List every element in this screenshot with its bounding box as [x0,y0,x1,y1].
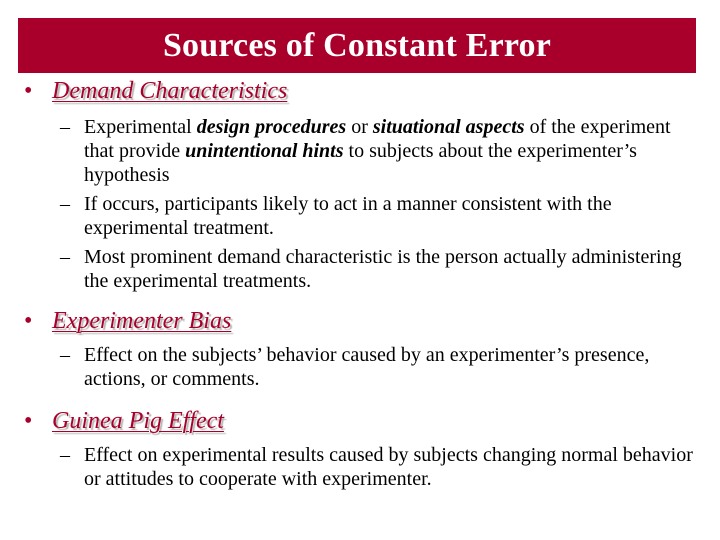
section-experimenter-bias [24,308,704,391]
title-bar [18,18,696,73]
sub-bullet-text: Effect on experimental results caused by subjects changing normal behavior or attitudes to cooperate with experimenter. [84,444,693,490]
dash-icon: – [60,344,70,366]
emphasis-text: design procedures [196,116,347,138]
sub-bullet [60,192,704,240]
text-span: or [346,116,373,138]
section-heading: Demand Characteristics [52,78,288,104]
dash-icon: – [60,246,70,268]
emphasis-text: situational aspects [372,116,525,138]
bullet-row [24,408,704,435]
sub-bullet-text: Effect on the subjects’ behavior caused by an experimenter’s presence, actions, or comments. [84,344,650,390]
sub-bullet-list [60,443,704,491]
sub-bullet-text [84,115,704,187]
sub-bullet [60,343,704,391]
text-span: to subjects about the experimenter’s hypothesis [84,140,637,186]
text-span: Experimental [84,116,197,138]
bullet-icon: • [24,78,33,104]
dash-icon: – [60,193,70,215]
sub-bullet [60,115,704,187]
slide-content [24,78,704,491]
emphasis-text: unintentional hints [185,140,344,162]
bullet-icon: • [24,408,33,434]
text-span: of the experiment that provide [84,116,671,162]
slide-title: Sources of Constant Error [162,26,552,64]
sub-bullet [60,245,704,293]
bullet-row [24,308,704,335]
section-guinea-pig-effect [24,408,704,491]
bullet-icon: • [24,308,33,334]
section-heading: Guinea Pig Effect [52,408,224,434]
section-demand-characteristics [24,78,704,293]
bullet-row [24,78,704,105]
dash-icon: – [60,116,70,138]
sub-bullet-text: Most prominent demand characteristic is the person actually administering the experimental treatments. [84,246,682,292]
sub-bullet-list [60,343,704,391]
section-heading: Experimenter Bias [52,308,232,334]
sub-bullet-list [60,115,704,293]
sub-bullet-text: If occurs, participants likely to act in a manner consistent with the experimental treatment. [84,193,612,239]
sub-bullet [60,443,704,491]
dash-icon: – [60,444,70,466]
